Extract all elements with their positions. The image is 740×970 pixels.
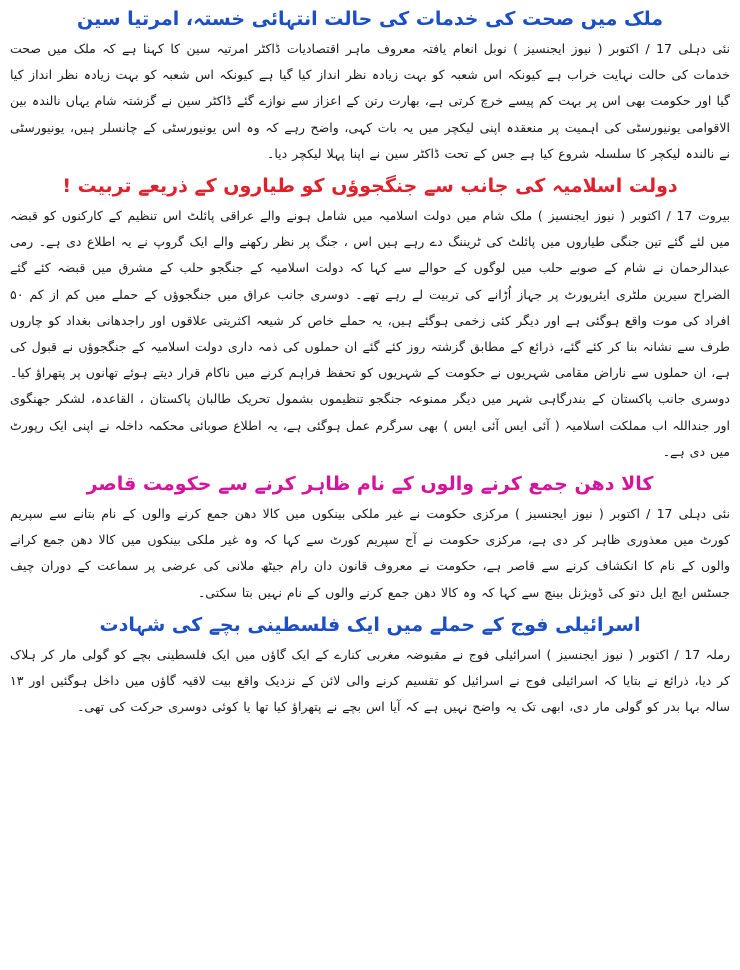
article-palestinian-child — [10, 610, 730, 721]
article-black-money — [10, 469, 730, 606]
article-body-black-money: نئی دہلی 17 / اکتوبر ( نیوز ایجنسیز ) مرکزی حکومت نے غیر ملکی بینکوں میں کالا دھن جمع کرنے والوں کے نام بتانے سے سپریم کورٹ میں معذوری ظاہر کر دی ہے، مرکزی حکومت نے آج سپریم کورٹ سے کہا کہ وہ غیر ملکی بینکوں میں کالا دھن جمع کرانے والوں کے نام کا انکشاف کرنے سے قاصر ہے، حکومت نے معروف قانون دان رام جیٹھ ملانی کی عرضی پر سماعت کے دوران چیف جسٹس ایچ ایل دتو کی ڈویژنل بینچ سے کہا کہ وہ کالا دھن جمع کرنے والوں کے نام نہیں بتا سکتی۔ — [10, 506, 730, 600]
headline-palestinian-child: اسرائیلی فوج کے حملے میں ایک فلسطینی بچے کی شہادت — [99, 613, 641, 636]
headline-health-services: ملک میں صحت کی خدمات کی حالت انتہائی خستہ، امرتیا سین — [76, 8, 663, 30]
headline-islamic-state-training: دولت اسلامیہ کی جانب سے جنگجوؤں کو طیاروں کے ذریعے تربیت ! — [62, 175, 678, 198]
article-islamic-state-training — [10, 171, 730, 465]
article-body-palestinian-child: رملہ 17 / اکتوبر ( نیوز ایجنسیز ) اسرائیلی فوج نے مقبوضہ مغربی کنارے کے ایک گاؤں میں ایک فلسطینی بچے کو گولی مار کر ہلاک کر دیا، ذرائع نے بتایا کہ اسرائیلی فوج نے اسرائیل کو تقسیم کرنے والی لائن کے نزدیک واقع بیت لاقیہ گاؤں میں داخل ہوگئیں اور ۱۳ سالہ بہا بدر کو گولی مار دی، ابھی تک یہ واضح نہیں ہے کہ آیا اس بچے نے پتھراؤ کیا تھا یا کوئی دوسری حرکت کی تھی۔ — [10, 646, 730, 715]
headline-black-money: کالا دھن جمع کرنے والوں کے نام ظاہر کرنے سے حکومت قاصر — [86, 473, 654, 496]
article-body-islamic-state-training: بیروت 17 / اکتوبر ( نیوز ایجنسیز ) ملک شام میں دولت اسلامیہ میں شامل ہونے والے عراقی پائلٹ اس تنظیم کے کارکنوں کو قبضہ میں لئے گئے تین جنگی طیاروں میں پائلٹ کی ٹریننگ دے رہے ہیں اس ، جنگ پر نظر رکھنے والے ایک گروپ نے یہ اطلاع دی ہے۔ رمی عبدالرحمان نے شام کے صوبے حلب میں لوگوں کے حوالے سے کہا کہ دولت اسلامیہ کے جنگجو حلب کے مشرق میں قبضہ کئے گئے الضراح سیرین ملٹری ایئرپورٹ پر جہاز اُڑانے کی تربیت لے رہے تھے۔ دوسری جانب عراق میں جنگجوؤں کے حملے میں کم از کم ۵۰ افراد کی موت واقع ہوگئی ہے اور دیگر کئی زخمی ہوگئے ہیں، یہ حملے خاص کر شیعہ اکثریتی علاقوں اور راجدھانی بغداد کو چاروں طرف سے نشانہ بنا کر کئے گئے، ذرائع کے مطابق گزشتہ روز کئے گئے ان حملوں کی ذمہ داری دولت اسلامیہ کے جنگجوؤں نے قبول کی ہے، ان حملوں سے ناراض مقامی شہریوں نے حکومت کے شہریوں کو تحفظ فراہم کرنے میں ناکام قرار دیتے ہوئے تھانوں پر پتھراؤ کیا۔ دوسری جانب پاکستان کے بندرگاہی شہر میں دیگر ممنوعہ جنگجو تنظیموں بشمول تحریک طالبان پاکستان ، القاعدہ، لشکر جھنگوی اور جنداللہ اب مملکت اسلامیہ ( آئی ایس آئی ایس ) بھی سرگرم عمل ہوگئی ہے، یہ اطلاع صوبائی محکمہ داخلہ نے اپنی ایک رپورٹ میں دی ہے۔ — [10, 208, 730, 459]
article-amartya-sen — [10, 4, 730, 167]
article-body-health-services: نئی دہلی 17 / اکتوبر ( نیوز ایجنسیز ) نوبل انعام یافتہ معروف ماہر اقتصادیات ڈاکٹر امرتیہ سین کا کہنا ہے کہ ملک میں صحت خدمات کی حالت نہایت خراب ہے کیونکہ اس شعبہ کو بہت زیادہ نظر انداز کیا گیا ہے کیونکہ اس شعبہ کو بہت زیادہ نظر انداز کیا گیا اور حکومت بھی اس پر بہت کم پیسے خرچ کرتی ہے، بھارت رتن کے اعزاز سے نوازے گئے ڈاکٹر سین نے گزشتہ شام یہاں نالندہ بین الاقوامی یونیورسٹی کی اہمیت پر منعقدہ اپنی لیکچر میں یہ بات کہی، واضح رہے کہ وہ اس یونیورسٹی کے چانسلر ہیں، یونیورسٹی نے نالندہ لیکچر کا سلسلہ شروع کیا ہے جس کے تحت ڈاکٹر سین نے اپنا پہلا لیکچر دیا۔ — [10, 41, 730, 161]
